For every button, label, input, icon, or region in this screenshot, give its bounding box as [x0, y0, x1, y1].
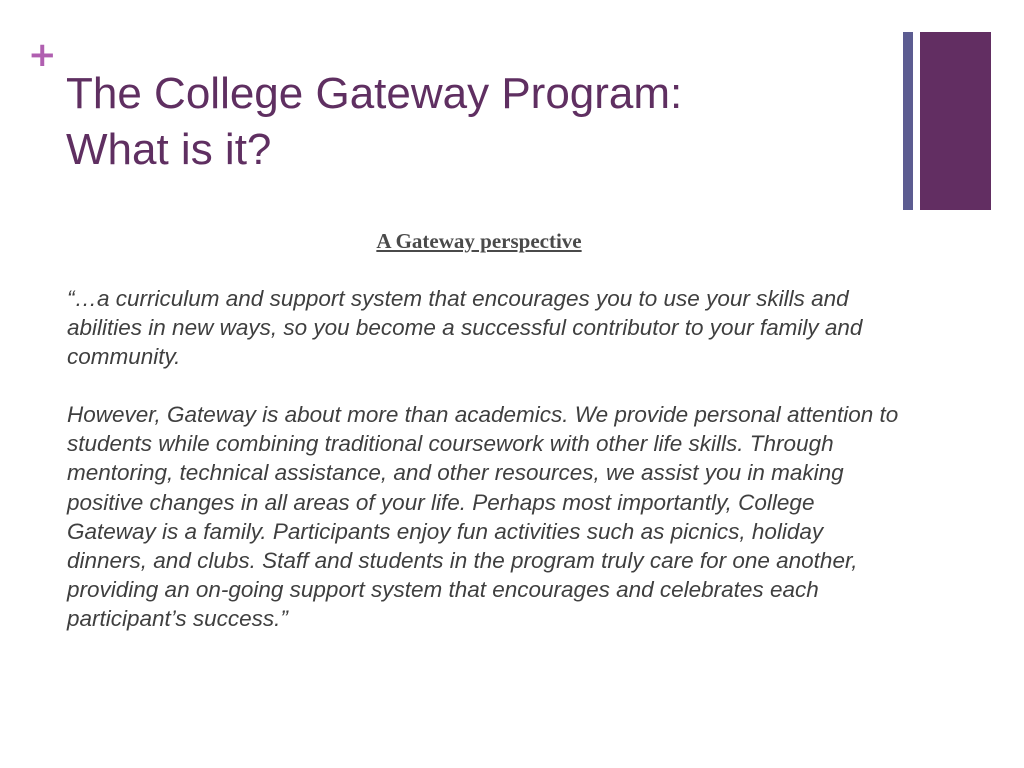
body-paragraph-2: However, Gateway is about more than academics. We provide personal attention to students while combining traditional coursework with other life skills. Through mentoring, technical assistance, and other resources, we assist you in making positive changes in all areas of your life. Perhaps most importantly, College Gateway is a family. Participants enjoy fun activities such as picnics, holiday dinners, and clubs. Staff and students in the program truly care for one another, providing an on-going support system that encourages and celebrates each participant’s success.” — [67, 402, 899, 632]
slide-title-line-2: What is it? — [66, 125, 272, 174]
section-subtitle: A Gateway perspective — [376, 229, 582, 253]
slide-title — [66, 66, 886, 178]
body-paragraph-1: “…a curriculum and support system that encourages you to use your skills and abilities in new ways, so you become a successful contributor to your family and community. — [67, 286, 863, 370]
decorative-bar-wide — [920, 32, 991, 210]
slide-title-line-1: The College Gateway Program: — [66, 69, 683, 118]
decorative-bar-thin — [903, 32, 913, 210]
plus-icon: + — [28, 35, 57, 75]
